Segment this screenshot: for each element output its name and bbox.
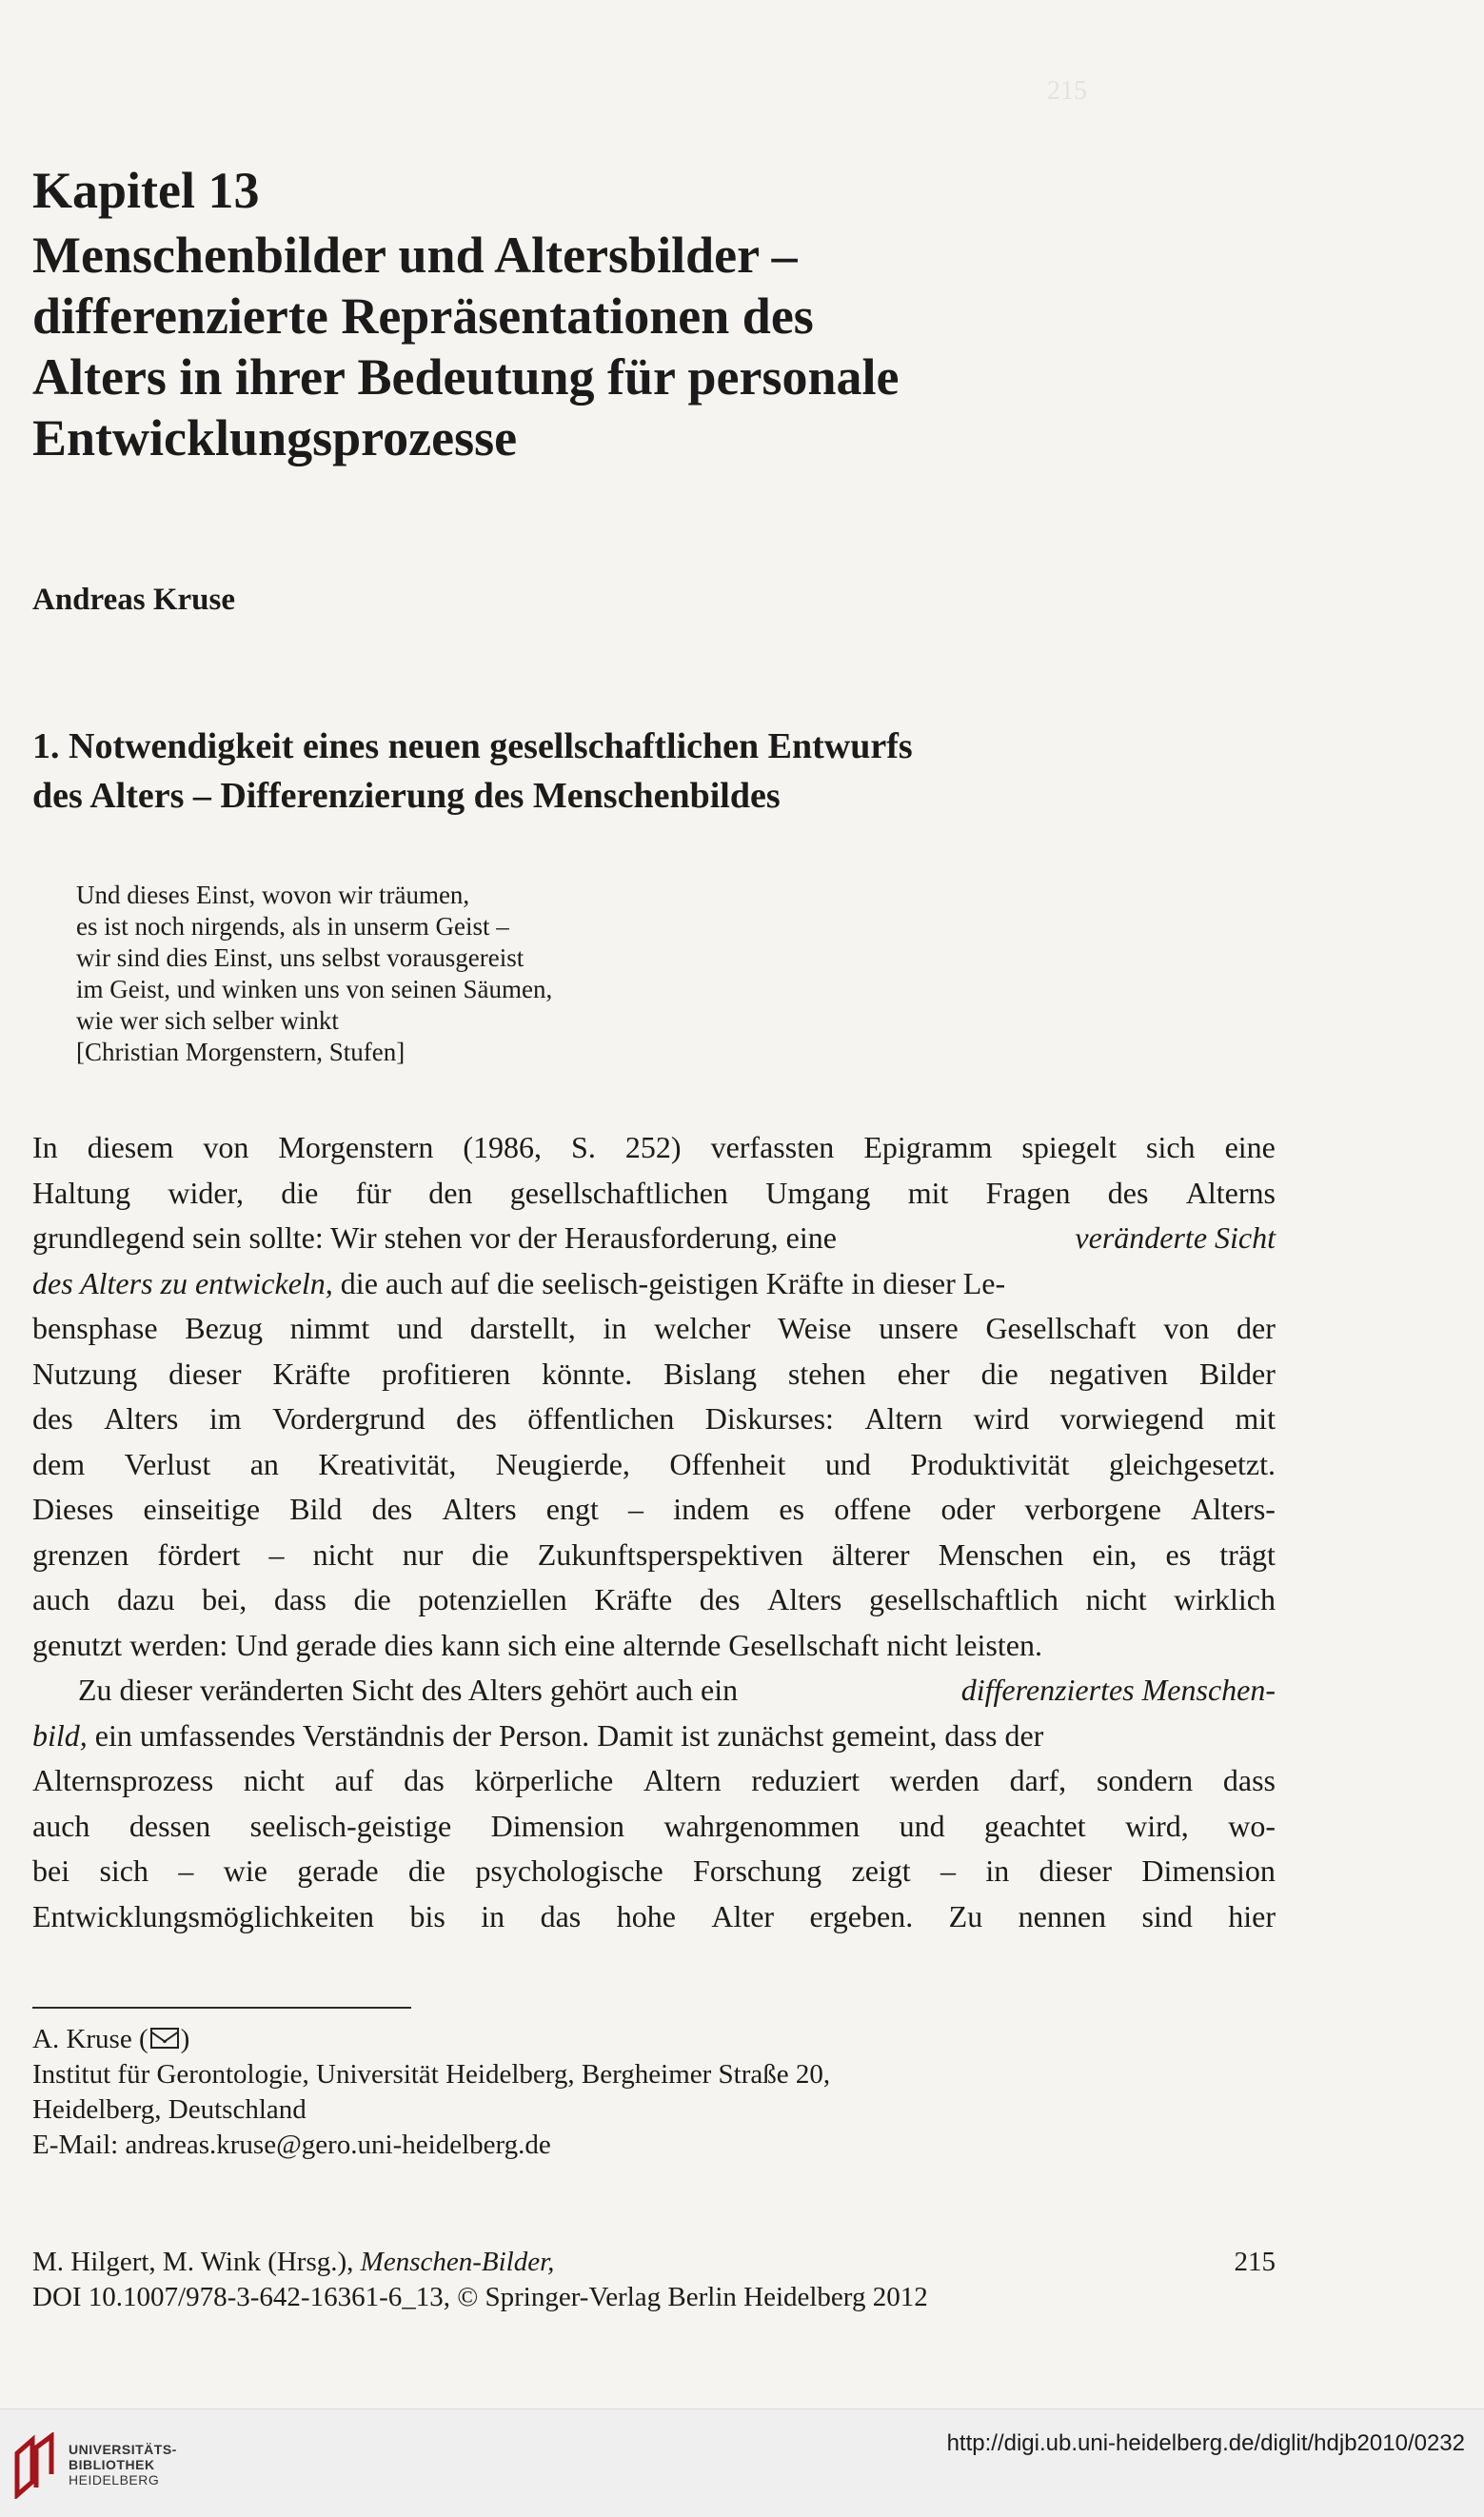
body-word: Diskurses: bbox=[704, 1401, 834, 1436]
body-word: sich bbox=[1145, 1130, 1196, 1164]
chapter-title bbox=[32, 225, 1127, 468]
body-word: in bbox=[603, 1311, 627, 1345]
body-line bbox=[32, 1714, 1276, 1759]
body-text-span: die auch auf die seelisch-geistigen Kräfte in dieser Le- bbox=[332, 1265, 1006, 1300]
body-word: von bbox=[203, 1130, 249, 1164]
body-word: wider, bbox=[168, 1175, 244, 1210]
body-word: offene bbox=[834, 1492, 912, 1526]
body-line bbox=[32, 1849, 1276, 1894]
body-word: von bbox=[1163, 1311, 1210, 1345]
body-word: in bbox=[481, 1898, 505, 1933]
body-line bbox=[32, 1487, 1276, 1533]
body-word: geachtet bbox=[984, 1808, 1086, 1843]
emphasis-text: veränderte Sicht bbox=[1075, 1220, 1276, 1255]
body-word: Gesellschaft bbox=[985, 1311, 1137, 1345]
body-word: mit bbox=[1235, 1401, 1276, 1436]
body-word: nimmt bbox=[289, 1311, 370, 1345]
body-word: spiegelt bbox=[1021, 1130, 1117, 1164]
body-word: nur bbox=[402, 1536, 444, 1572]
library-name-line: UNIVERSITÄTS- bbox=[69, 2442, 177, 2457]
body-word: zeigt bbox=[851, 1853, 911, 1888]
body-word: hier bbox=[1228, 1898, 1276, 1933]
body-line bbox=[32, 1306, 1276, 1352]
body-word: gesellschaftlichen bbox=[509, 1175, 728, 1210]
body-word: die bbox=[407, 1853, 445, 1888]
body-word: eher bbox=[897, 1356, 950, 1391]
body-word: Entwicklungsmöglichkeiten bbox=[32, 1898, 375, 1933]
page-number: 215 bbox=[1234, 2247, 1276, 2277]
body-word: diesem bbox=[87, 1130, 174, 1164]
chapter-title-line: Entwicklungsprozesse bbox=[32, 409, 518, 466]
epigraph bbox=[76, 880, 552, 1068]
body-word: Alters- bbox=[1191, 1492, 1276, 1526]
body-word: und bbox=[396, 1311, 443, 1345]
body-word: nennen bbox=[1018, 1898, 1107, 1933]
body-word: – bbox=[940, 1853, 957, 1888]
emphasis-text: bild, bbox=[32, 1717, 88, 1753]
body-word: potenziellen bbox=[418, 1582, 567, 1616]
body-word: Neugierde, bbox=[495, 1446, 630, 1481]
body-word: psychologische bbox=[475, 1853, 663, 1888]
body-line bbox=[32, 1261, 1276, 1307]
body-line bbox=[32, 1894, 1276, 1940]
body-line bbox=[32, 1533, 1276, 1578]
body-word: könnte. bbox=[542, 1356, 633, 1391]
body-word: Forschung bbox=[693, 1853, 822, 1888]
citation-doi: DOI 10.1007/978-3-642-16361-6_13, © Springer-Verlag Berlin Heidelberg 2012 bbox=[32, 2282, 928, 2312]
library-name-line: BIBLIOTHEK bbox=[69, 2457, 155, 2472]
body-word: Verlust bbox=[124, 1446, 211, 1481]
body-word: für bbox=[355, 1175, 391, 1210]
body-word: dass bbox=[273, 1582, 326, 1616]
footnote-name-text: A. Kruse ( bbox=[32, 2024, 148, 2054]
chapter-title-line: Menschenbilder und Altersbilder – bbox=[32, 227, 798, 284]
body-word: Bilder bbox=[1198, 1356, 1276, 1391]
epigraph-line: es ist noch nirgends, als in unserm Geist – bbox=[76, 912, 509, 941]
footnote-institute: Institut für Gerontologie, Universität Heidelberg, Bergheimer Straße 20, bbox=[32, 2059, 831, 2090]
body-word: des bbox=[32, 1401, 73, 1436]
body-word: die bbox=[980, 1356, 1019, 1391]
body-word: sich bbox=[99, 1853, 148, 1888]
body-text-span: Zu dieser veränderten Sicht des Alters gehört auch ein bbox=[78, 1673, 746, 1707]
book-citation bbox=[32, 2245, 1276, 2315]
body-word: den bbox=[428, 1175, 473, 1210]
body-text-span: grundlegend sein sollte: Wir stehen vor der Herausforderung, eine bbox=[32, 1220, 844, 1255]
body-word: bensphase bbox=[32, 1311, 158, 1345]
body-word: negativen bbox=[1049, 1356, 1168, 1391]
body-word: Umgang bbox=[765, 1175, 871, 1210]
body-word: bei bbox=[32, 1853, 70, 1888]
body-line bbox=[32, 1758, 1276, 1804]
body-word: indem bbox=[673, 1492, 750, 1526]
body-word: Dieses bbox=[32, 1492, 114, 1526]
body-word: Altern bbox=[643, 1763, 722, 1797]
chapter-title-line: Alters in ihrer Bedeutung für personale bbox=[32, 348, 900, 406]
body-word: Fragen bbox=[985, 1175, 1071, 1210]
body-word: dazu bbox=[117, 1582, 175, 1616]
body-word: der bbox=[1237, 1311, 1276, 1345]
footnote-email: E-Mail: andreas.kruse@gero.uni-heidelberg.de bbox=[32, 2130, 551, 2160]
body-word: Haltung bbox=[32, 1175, 131, 1210]
body-word: auf bbox=[334, 1763, 374, 1797]
body-text-span: ein umfassendes Verständnis der Person. Damit ist zunächst gemeint, dass der bbox=[87, 1717, 1044, 1753]
body-word: Alterns bbox=[1185, 1175, 1276, 1210]
body-word: darf, bbox=[1009, 1763, 1067, 1797]
body-word: Bild bbox=[289, 1492, 343, 1526]
body-word: fördert bbox=[157, 1536, 241, 1572]
body-word: bei, bbox=[202, 1582, 247, 1616]
body-word: Nutzung bbox=[32, 1356, 138, 1391]
body-word: und bbox=[824, 1446, 871, 1481]
body-word: des bbox=[456, 1401, 497, 1436]
body-word: Morgenstern bbox=[278, 1130, 434, 1164]
body-word: Zukunftsperspektiven bbox=[537, 1536, 803, 1572]
body-word: nicht bbox=[1085, 1582, 1147, 1616]
body-word: nicht bbox=[243, 1763, 305, 1797]
body-line bbox=[32, 1804, 1276, 1850]
body-word: dieser bbox=[168, 1356, 242, 1391]
body-word: trägt bbox=[1219, 1536, 1276, 1572]
body-word: nicht bbox=[312, 1536, 374, 1572]
body-line bbox=[32, 1216, 1276, 1261]
body-word: auch bbox=[32, 1582, 90, 1616]
body-word: des bbox=[699, 1582, 741, 1616]
body-word: oder bbox=[940, 1492, 996, 1526]
footnote-name bbox=[32, 2022, 830, 2057]
footnote-name-end: ) bbox=[180, 2024, 190, 2054]
body-word: Zu bbox=[948, 1898, 983, 1933]
body-word: Alternsprozess bbox=[32, 1763, 214, 1797]
body-word: ein, bbox=[1092, 1536, 1138, 1572]
body-word: Alters bbox=[104, 1401, 179, 1436]
body-word: Bezug bbox=[185, 1311, 263, 1345]
body-word: stehen bbox=[787, 1356, 866, 1391]
source-url-link[interactable]: http://digi.ub.uni-heidelberg.de/diglit/hdjb2010/0232 bbox=[946, 2430, 1465, 2456]
body-word: Alter bbox=[711, 1898, 775, 1933]
body-line bbox=[32, 1397, 1276, 1442]
body-word: vorwiegend bbox=[1059, 1401, 1204, 1436]
author-name: Andreas Kruse bbox=[32, 583, 235, 617]
library-logo[interactable] bbox=[13, 2428, 185, 2505]
body-word: dessen bbox=[129, 1808, 211, 1843]
body-word: bis bbox=[409, 1898, 445, 1933]
body-word: öffentlichen bbox=[527, 1401, 675, 1436]
body-word: engt bbox=[545, 1492, 599, 1526]
body-word: verborgene bbox=[1024, 1492, 1161, 1526]
library-name bbox=[69, 2442, 177, 2487]
body-word: es bbox=[779, 1492, 805, 1526]
body-word: dieser bbox=[1039, 1853, 1113, 1888]
body-word: es bbox=[1165, 1536, 1192, 1572]
body-word: wird bbox=[973, 1401, 1030, 1436]
body-text bbox=[32, 1125, 1276, 1939]
body-word: In bbox=[32, 1130, 58, 1164]
body-word: einseitige bbox=[143, 1492, 261, 1526]
epigraph-line: im Geist, und winken uns von seinen Säumen, bbox=[76, 975, 553, 1003]
library-logo-icon bbox=[13, 2432, 57, 2499]
body-word: Kreativität, bbox=[318, 1446, 457, 1481]
logo-stroke-right bbox=[36, 2436, 51, 2487]
body-word: – bbox=[268, 1536, 285, 1572]
body-word: dem bbox=[32, 1446, 86, 1481]
body-word: Kräfte bbox=[594, 1582, 673, 1616]
body-word: sind bbox=[1141, 1898, 1193, 1933]
body-word: des bbox=[371, 1492, 413, 1526]
library-name-line: HEIDELBERG bbox=[69, 2472, 160, 2487]
section-heading-line: 1. Notwendigkeit eines neuen gesellschaftlichen Entwurfs bbox=[32, 726, 913, 766]
body-word: (1986, bbox=[463, 1130, 543, 1164]
body-word: wahrgenommen bbox=[663, 1808, 861, 1843]
citation-editors: M. Hilgert, M. Wink (Hrsg.), bbox=[32, 2247, 361, 2277]
body-word: die bbox=[281, 1175, 319, 1210]
body-word: profitieren bbox=[382, 1356, 511, 1391]
body-word: Dimension bbox=[1141, 1853, 1276, 1888]
body-word: gesellschaftlich bbox=[868, 1582, 1059, 1616]
body-word: Altern bbox=[864, 1401, 943, 1436]
body-word: Menschen bbox=[938, 1536, 1064, 1572]
emphasis-text: differenziertes Menschen- bbox=[960, 1673, 1276, 1707]
body-word: mit bbox=[907, 1175, 949, 1210]
body-word: Offenheit bbox=[669, 1446, 786, 1481]
section-heading bbox=[32, 722, 1270, 821]
body-word: die bbox=[471, 1536, 509, 1572]
citation-editors-and-title bbox=[32, 2245, 554, 2280]
body-word: eine bbox=[1224, 1130, 1276, 1164]
epigraph-line: wie wer sich selber winkt bbox=[76, 1006, 339, 1035]
body-word: im bbox=[208, 1401, 242, 1436]
body-word: darstellt, bbox=[469, 1311, 576, 1345]
citation-book-title: Menschen-Bilder, bbox=[360, 2247, 555, 2277]
body-word: und bbox=[899, 1808, 945, 1843]
body-word: dass bbox=[1222, 1763, 1276, 1797]
body-word: körperliche bbox=[474, 1763, 614, 1797]
footnote-divider bbox=[32, 2007, 411, 2009]
body-word: verfassten bbox=[710, 1130, 835, 1164]
body-line bbox=[32, 1442, 1276, 1488]
body-word: wird, bbox=[1125, 1808, 1189, 1843]
bleed-through-page-number: 215 bbox=[1047, 76, 1087, 106]
body-line bbox=[32, 1171, 1276, 1217]
body-word: Produktivität bbox=[910, 1446, 1070, 1481]
epigraph-source: [Christian Morgenstern, Stufen] bbox=[76, 1038, 406, 1066]
body-word: wo- bbox=[1228, 1808, 1276, 1843]
body-word: gleichgesetzt. bbox=[1108, 1446, 1276, 1481]
body-word: Alters bbox=[767, 1582, 842, 1616]
body-word: S. bbox=[571, 1130, 596, 1164]
body-line: genutzt werden: Und gerade dies kann sich eine alternde Gesellschaft nicht leisten. bbox=[32, 1627, 1042, 1662]
chapter-title-line: differenzierte Repräsentationen des bbox=[32, 287, 814, 345]
digitization-footer bbox=[0, 2408, 1484, 2517]
body-word: das bbox=[404, 1763, 445, 1797]
body-line bbox=[32, 1577, 1276, 1623]
body-line bbox=[32, 1352, 1276, 1397]
body-word: Dimension bbox=[490, 1808, 625, 1843]
body-word: in bbox=[985, 1853, 1010, 1888]
envelope-icon bbox=[150, 2028, 179, 2049]
body-word: seelisch-geistige bbox=[249, 1808, 452, 1843]
body-word: älterer bbox=[831, 1536, 910, 1572]
citation-row bbox=[32, 2245, 1276, 2280]
body-word: 252) bbox=[624, 1130, 682, 1164]
body-word: wie bbox=[223, 1853, 267, 1888]
body-word: Vordergrund bbox=[272, 1401, 425, 1436]
body-word: – bbox=[178, 1853, 194, 1888]
body-word: an bbox=[249, 1446, 279, 1481]
body-word: Epigramm bbox=[863, 1130, 993, 1164]
body-word: das bbox=[540, 1898, 582, 1933]
chapter-label: Kapitel 13 bbox=[32, 162, 260, 219]
epigraph-line: Und dieses Einst, wovon wir träumen, bbox=[76, 881, 470, 909]
body-word: sondern bbox=[1096, 1763, 1194, 1797]
body-word: reduziert bbox=[751, 1763, 861, 1797]
body-word: Kräfte bbox=[272, 1356, 351, 1391]
body-word: grenzen bbox=[32, 1536, 129, 1572]
author-footnote bbox=[32, 2022, 830, 2163]
body-word: ergeben. bbox=[809, 1898, 914, 1933]
body-line bbox=[32, 1125, 1276, 1171]
body-line bbox=[32, 1668, 1276, 1714]
body-word: des bbox=[1107, 1175, 1149, 1210]
epigraph-line: wir sind dies Einst, uns selbst vorausgereist bbox=[76, 943, 524, 972]
body-word: Weise bbox=[778, 1311, 852, 1345]
section-heading-line: des Alters – Differenzierung des Menschenbildes bbox=[32, 776, 781, 816]
body-word: die bbox=[353, 1582, 391, 1616]
body-word: auch bbox=[32, 1808, 90, 1843]
body-word: unsere bbox=[879, 1311, 959, 1345]
body-word: gerade bbox=[297, 1853, 379, 1888]
body-word: – bbox=[628, 1492, 644, 1526]
body-word: welcher bbox=[654, 1311, 751, 1345]
logo-stroke-left bbox=[17, 2440, 32, 2495]
body-word: wirklich bbox=[1174, 1582, 1276, 1616]
body-word: Alters bbox=[442, 1492, 517, 1526]
body-word: werden bbox=[889, 1763, 979, 1797]
body-word: Bislang bbox=[663, 1356, 757, 1391]
footnote-city: Heidelberg, Deutschland bbox=[32, 2094, 307, 2125]
emphasis-text: des Alters zu entwickeln, bbox=[32, 1265, 333, 1300]
body-word: hohe bbox=[616, 1898, 676, 1933]
